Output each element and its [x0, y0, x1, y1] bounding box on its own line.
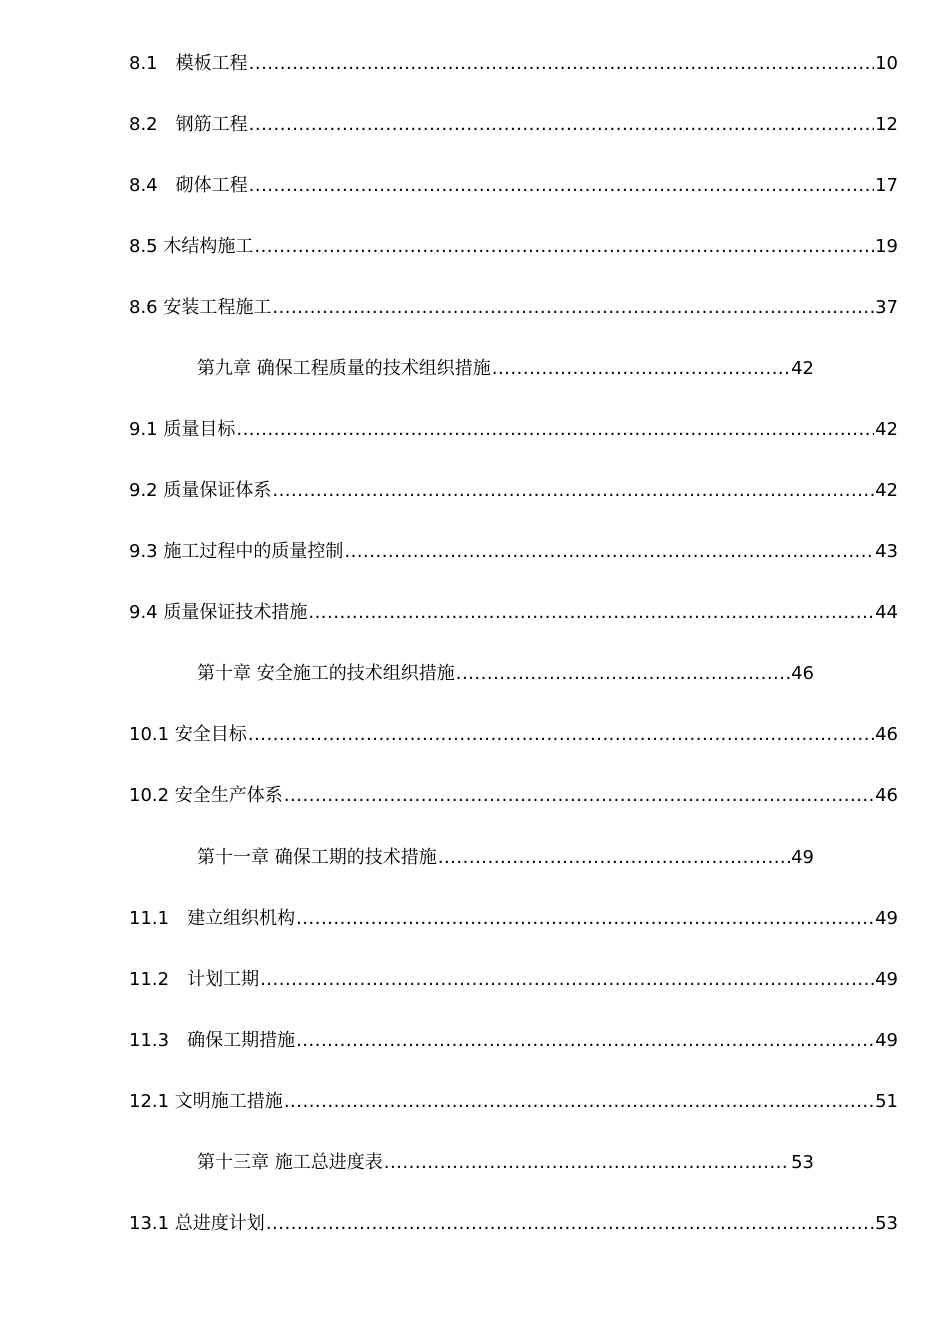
- toc-page-number: 49: [875, 1030, 898, 1051]
- toc-page-number: 43: [875, 541, 898, 562]
- dot-leader: [438, 845, 790, 871]
- toc-chapter-label: 第十一章 确保工期的技术措施: [197, 847, 437, 868]
- toc-page-number: 10: [875, 53, 898, 74]
- toc-entry-10-2[interactable]: [129, 783, 898, 809]
- toc-entry-label: 10.2 安全生产体系: [129, 785, 283, 806]
- toc-entry-8-5[interactable]: [129, 234, 898, 260]
- dot-leader: [254, 234, 874, 260]
- toc-chapter-label: 第十章 安全施工的技术组织措施: [197, 663, 455, 684]
- toc-entry-label: 9.3 施工过程中的质量控制: [129, 541, 344, 562]
- toc-entry-11-3[interactable]: [129, 1028, 898, 1054]
- toc-page-number: 46: [875, 785, 898, 806]
- toc-entry-label: 9.2 质量保证体系: [129, 480, 272, 501]
- toc-entry-label: 8.1 模板工程: [129, 53, 248, 74]
- toc-entry-9-4[interactable]: [129, 600, 898, 626]
- toc-page-number: 17: [875, 175, 898, 196]
- dot-leader: [456, 661, 790, 687]
- toc-page-number: 51: [875, 1091, 898, 1112]
- toc-page-number: 12: [875, 114, 898, 135]
- toc-page-number: 53: [791, 1152, 814, 1173]
- toc-entry-label: 9.4 质量保证技术措施: [129, 602, 308, 623]
- toc-entry-9-1[interactable]: [129, 417, 898, 443]
- toc-page-number: 44: [875, 602, 898, 623]
- dot-leader: [272, 295, 874, 321]
- toc-page-number: 46: [791, 663, 814, 684]
- toc-page-number: 42: [875, 480, 898, 501]
- toc-page-number: 49: [875, 969, 898, 990]
- dot-leader: [492, 356, 790, 382]
- toc-entry-label: 13.1 总进度计划: [129, 1213, 265, 1234]
- dot-leader: [296, 1028, 874, 1054]
- dot-leader: [272, 478, 874, 504]
- toc-page-number: 42: [875, 419, 898, 440]
- dot-leader: [236, 417, 874, 443]
- toc-entry-9-3[interactable]: [129, 539, 898, 565]
- dot-leader: [296, 906, 874, 932]
- toc-entry-label: 11.2 计划工期: [129, 969, 260, 990]
- toc-entry-8-1[interactable]: [129, 51, 898, 77]
- toc-chapter-13[interactable]: [197, 1150, 814, 1176]
- toc-entry-12-1[interactable]: [129, 1089, 898, 1115]
- toc-entry-8-4[interactable]: [129, 173, 898, 199]
- dot-leader: [260, 967, 874, 993]
- dot-leader: [284, 783, 874, 809]
- toc-page-number: 49: [875, 908, 898, 929]
- toc-page-number: 49: [791, 847, 814, 868]
- toc-chapter-10[interactable]: [197, 661, 814, 687]
- toc-entry-label: 12.1 文明施工措施: [129, 1091, 283, 1112]
- toc-entry-label: 8.6 安装工程施工: [129, 297, 272, 318]
- toc-entry-11-1[interactable]: [129, 906, 898, 932]
- toc-page-number: 42: [791, 358, 814, 379]
- toc-entry-9-2[interactable]: [129, 478, 898, 504]
- dot-leader: [344, 539, 874, 565]
- toc-chapter-9[interactable]: [197, 356, 814, 382]
- toc-page-number: 37: [875, 297, 898, 318]
- toc-chapter-11[interactable]: [197, 845, 814, 871]
- dot-leader: [284, 1089, 874, 1115]
- toc-chapter-label: 第九章 确保工程质量的技术组织措施: [197, 358, 491, 379]
- toc-page-number: 53: [875, 1213, 898, 1234]
- toc-entry-label: 11.1 建立组织机构: [129, 908, 296, 929]
- dot-leader: [249, 51, 874, 77]
- dot-leader: [249, 112, 874, 138]
- toc-entry-13-1[interactable]: [129, 1211, 898, 1237]
- toc-entry-label: 10.1 安全目标: [129, 724, 247, 745]
- dot-leader: [249, 173, 874, 199]
- dot-leader: [248, 722, 874, 748]
- toc-page-number: 46: [875, 724, 898, 745]
- toc-entry-8-2[interactable]: [129, 112, 898, 138]
- toc-entry-8-6[interactable]: [129, 295, 898, 321]
- dot-leader: [384, 1150, 790, 1176]
- dot-leader: [266, 1211, 874, 1237]
- toc-entry-label: 8.2 钢筋工程: [129, 114, 248, 135]
- toc-entry-label: 11.3 确保工期措施: [129, 1030, 296, 1051]
- toc-entry-10-1[interactable]: [129, 722, 898, 748]
- toc-entry-11-2[interactable]: [129, 967, 898, 993]
- toc-entry-label: 8.5 木结构施工: [129, 236, 254, 257]
- toc-entry-label: 8.4 砌体工程: [129, 175, 248, 196]
- toc-page-number: 19: [875, 236, 898, 257]
- dot-leader: [308, 600, 874, 626]
- toc-chapter-label: 第十三章 施工总进度表: [197, 1152, 383, 1173]
- toc-entry-label: 9.1 质量目标: [129, 419, 236, 440]
